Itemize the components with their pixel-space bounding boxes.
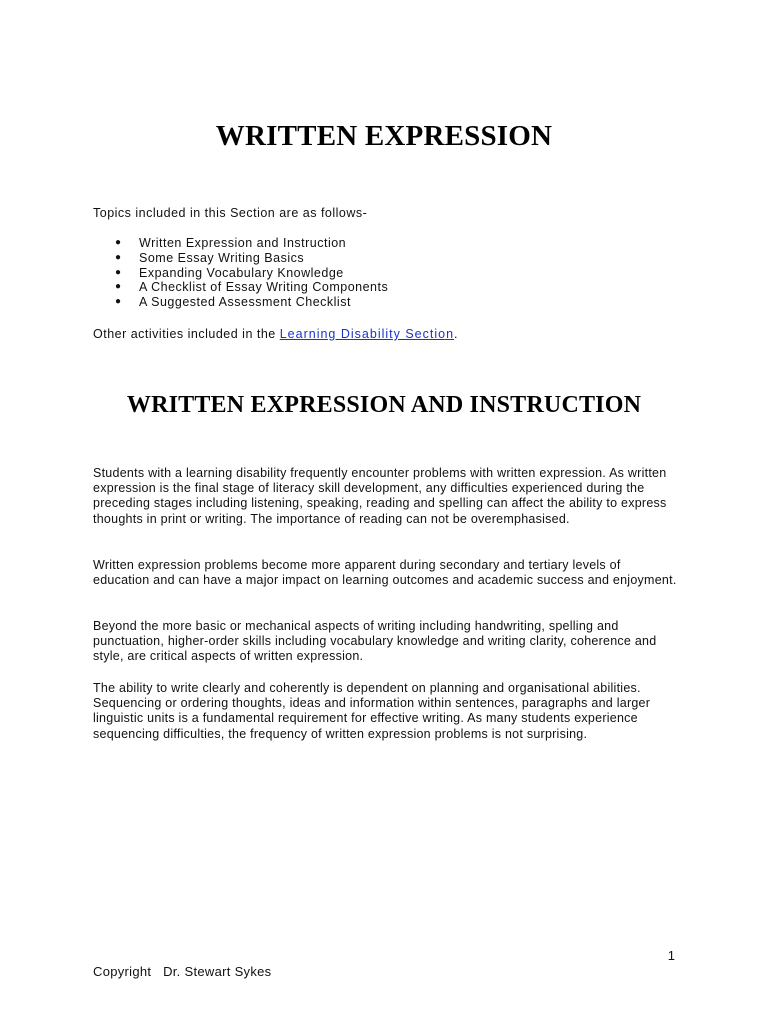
learning-disability-section-link[interactable]: Learning Disability Section <box>279 327 455 341</box>
section-title: WRITTEN EXPRESSION AND INSTRUCTION <box>126 392 642 418</box>
topics-list <box>93 236 693 310</box>
bullet-icon: ● <box>115 266 122 278</box>
topic-label: A Checklist of Essay Writing Components <box>139 280 389 295</box>
bullet-icon: ● <box>115 281 122 293</box>
body-paragraph-2: Written expression problems become more apparent during secondary and tertiary levels of education and can have a major impact on learning outcomes and academic success and enjoyment. <box>93 558 677 588</box>
list-item <box>93 251 693 266</box>
other-activities-prefix: Other activities included in the <box>93 327 280 341</box>
body-paragraph-1: Students with a learning disability frequently encounter problems with written expression. As written expression is the final stage of literacy skill development, any difficulties experienced during the preceding stages including listening, speaking, reading and spelling can affect the ability to express thoughts in print or writing. The importance of reading can not be overemphasised. <box>93 466 667 526</box>
topic-label: Written Expression and Instruction <box>139 236 347 250</box>
other-activities-line <box>93 327 458 341</box>
page-title: WRITTEN EXPRESSION <box>215 120 553 152</box>
bullet-icon: ● <box>115 251 122 263</box>
body-paragraph-3: Beyond the more basic or mechanical aspects of writing including handwriting, spelling and punctuation, higher-order skills including vocabulary knowledge and writing clarity, coherence and style, are critical aspects of written expression. <box>93 619 657 664</box>
bullet-icon: ● <box>115 296 122 308</box>
list-item <box>93 295 693 310</box>
page-number: 1 <box>667 948 675 963</box>
topic-label: Some Essay Writing Basics <box>139 250 305 265</box>
copyright-footer: Copyright Dr. Stewart Sykes <box>93 964 272 979</box>
bullet-icon: ● <box>115 237 122 248</box>
list-item <box>93 236 693 251</box>
list-item <box>93 266 693 281</box>
topic-label: Expanding Vocabulary Knowledge <box>139 265 344 280</box>
list-item <box>93 280 693 295</box>
other-activities-suffix: . <box>454 327 459 341</box>
topic-label: A Suggested Assessment Checklist <box>139 295 351 310</box>
topics-intro: Topics included in this Section are as follows- <box>93 206 368 220</box>
body-paragraph-4: The ability to write clearly and coherently is dependent on planning and organisational abilities. Sequencing or ordering thoughts, ideas and information within sentences, paragraphs and larger linguistic units is a fundamental requirement for effective writing. As many students experience sequencing difficulties, the frequency of written expression problems is not surprising. <box>93 681 651 741</box>
